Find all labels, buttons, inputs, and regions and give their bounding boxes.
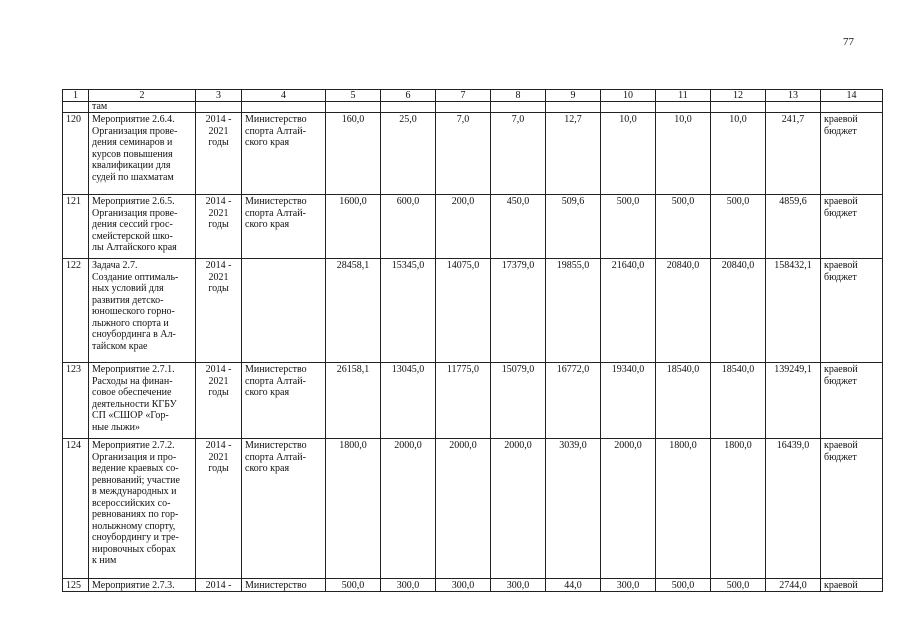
amount-cell: 10,0 (601, 113, 656, 195)
amount-cell: 2000,0 (491, 439, 546, 579)
amount-cell: 16772,0 (546, 363, 601, 439)
program-table (62, 89, 883, 592)
amount-cell: 500,0 (601, 195, 656, 259)
amount-cell: 25,0 (381, 113, 436, 195)
measure-name: Задача 2.7. Создание оптималь- ных условий для развития детско- юношеского горно- лыжного спорта и сноубординга в Ал- тайском крае (89, 259, 196, 363)
table-row (63, 195, 883, 259)
continuation-row (63, 102, 883, 113)
amount-cell: 200,0 (436, 195, 491, 259)
row-number: 125 (63, 579, 89, 592)
amount-cell: 7,0 (491, 113, 546, 195)
amount-cell: 450,0 (491, 195, 546, 259)
amount-cell: 2000,0 (436, 439, 491, 579)
column-number: 4 (242, 90, 326, 102)
amount-cell: 241,7 (766, 113, 821, 195)
column-number: 6 (381, 90, 436, 102)
amount-cell: 139249,1 (766, 363, 821, 439)
executor-cell: Министерство (242, 579, 326, 592)
funding-source-cell: краевой бюджет (821, 439, 883, 579)
amount-cell: 1800,0 (656, 439, 711, 579)
period-cell: 2014 - (196, 579, 242, 592)
column-number: 5 (326, 90, 381, 102)
period-cell: 2014 - 2021 годы (196, 113, 242, 195)
amount-cell: 300,0 (601, 579, 656, 592)
column-number: 14 (821, 90, 883, 102)
amount-cell: 19855,0 (546, 259, 601, 363)
column-number: 12 (711, 90, 766, 102)
executor-cell (242, 259, 326, 363)
amount-cell: 300,0 (436, 579, 491, 592)
amount-cell: 20840,0 (711, 259, 766, 363)
amount-cell: 7,0 (436, 113, 491, 195)
amount-cell: 20840,0 (656, 259, 711, 363)
amount-cell: 500,0 (711, 579, 766, 592)
period-cell: 2014 - 2021 годы (196, 259, 242, 363)
executor-cell: Министерство спорта Алтай- ского края (242, 439, 326, 579)
amount-cell: 18540,0 (656, 363, 711, 439)
amount-cell: 21640,0 (601, 259, 656, 363)
table-row (63, 113, 883, 195)
amount-cell: 2000,0 (601, 439, 656, 579)
column-number: 13 (766, 90, 821, 102)
row-number: 123 (63, 363, 89, 439)
amount-cell: 2744,0 (766, 579, 821, 592)
executor-cell: Министерство спорта Алтай- ского края (242, 363, 326, 439)
amount-cell: 26158,1 (326, 363, 381, 439)
measure-name: Мероприятие 2.6.5. Организация прове- дения сессий грос- смейстерской шко- лы Алтайского края (89, 195, 196, 259)
measure-name: Мероприятие 2.7.3. (89, 579, 196, 592)
row-number: 120 (63, 113, 89, 195)
amount-cell: 10,0 (656, 113, 711, 195)
amount-cell: 18540,0 (711, 363, 766, 439)
amount-cell: 500,0 (656, 195, 711, 259)
amount-cell: 12,7 (546, 113, 601, 195)
amount-cell: 14075,0 (436, 259, 491, 363)
amount-cell: 10,0 (711, 113, 766, 195)
funding-source-cell: краевой бюджет (821, 363, 883, 439)
amount-cell: 4859,6 (766, 195, 821, 259)
executor-cell: Министерство спорта Алтай- ского края (242, 195, 326, 259)
column-number: 11 (656, 90, 711, 102)
amount-cell: 19340,0 (601, 363, 656, 439)
amount-cell: 300,0 (491, 579, 546, 592)
executor-cell: Министерство спорта Алтай- ского края (242, 113, 326, 195)
amount-cell: 15345,0 (381, 259, 436, 363)
amount-cell: 3039,0 (546, 439, 601, 579)
row-number: 124 (63, 439, 89, 579)
table-row (63, 259, 883, 363)
funding-source-cell: краевой (821, 579, 883, 592)
amount-cell: 13045,0 (381, 363, 436, 439)
column-number: 3 (196, 90, 242, 102)
amount-cell: 16439,0 (766, 439, 821, 579)
amount-cell: 500,0 (711, 195, 766, 259)
amount-cell: 15079,0 (491, 363, 546, 439)
table-row (63, 579, 883, 592)
column-number: 10 (601, 90, 656, 102)
amount-cell: 500,0 (326, 579, 381, 592)
funding-source-cell: краевой бюджет (821, 113, 883, 195)
page-number: 77 (843, 36, 854, 48)
column-number: 1 (63, 90, 89, 102)
amount-cell: 2000,0 (381, 439, 436, 579)
amount-cell: 500,0 (656, 579, 711, 592)
column-number: 7 (436, 90, 491, 102)
amount-cell: 1600,0 (326, 195, 381, 259)
table-row (63, 439, 883, 579)
amount-cell: 28458,1 (326, 259, 381, 363)
amount-cell: 1800,0 (326, 439, 381, 579)
amount-cell: 160,0 (326, 113, 381, 195)
amount-cell: 509,6 (546, 195, 601, 259)
continuation-text: там (89, 102, 196, 113)
row-number: 122 (63, 259, 89, 363)
funding-source-cell: краевой бюджет (821, 259, 883, 363)
period-cell: 2014 - 2021 годы (196, 363, 242, 439)
measure-name: Мероприятие 2.6.4. Организация прове- дения семинаров и курсов повышения квалификации для судей по шахматам (89, 113, 196, 195)
amount-cell: 1800,0 (711, 439, 766, 579)
funding-source-cell: краевой бюджет (821, 195, 883, 259)
amount-cell: 300,0 (381, 579, 436, 592)
amount-cell: 158432,1 (766, 259, 821, 363)
row-number: 121 (63, 195, 89, 259)
table-row (63, 363, 883, 439)
amount-cell: 44,0 (546, 579, 601, 592)
period-cell: 2014 - 2021 годы (196, 195, 242, 259)
amount-cell: 11775,0 (436, 363, 491, 439)
amount-cell: 600,0 (381, 195, 436, 259)
column-number-row (63, 90, 883, 102)
column-number: 2 (89, 90, 196, 102)
amount-cell: 17379,0 (491, 259, 546, 363)
column-number: 9 (546, 90, 601, 102)
measure-name: Мероприятие 2.7.1. Расходы на финан- совое обеспечение деятельности КГБУ СП «СШОР «Гор- ные лыжи» (89, 363, 196, 439)
measure-name: Мероприятие 2.7.2. Организация и про- ведение краевых со- ревнований; участие в международных и всероссийских со- ревнованиях по гор- нолыжному спорту, сноубордингу и тре- нировочных сборах к ним (89, 439, 196, 579)
period-cell: 2014 - 2021 годы (196, 439, 242, 579)
column-number: 8 (491, 90, 546, 102)
